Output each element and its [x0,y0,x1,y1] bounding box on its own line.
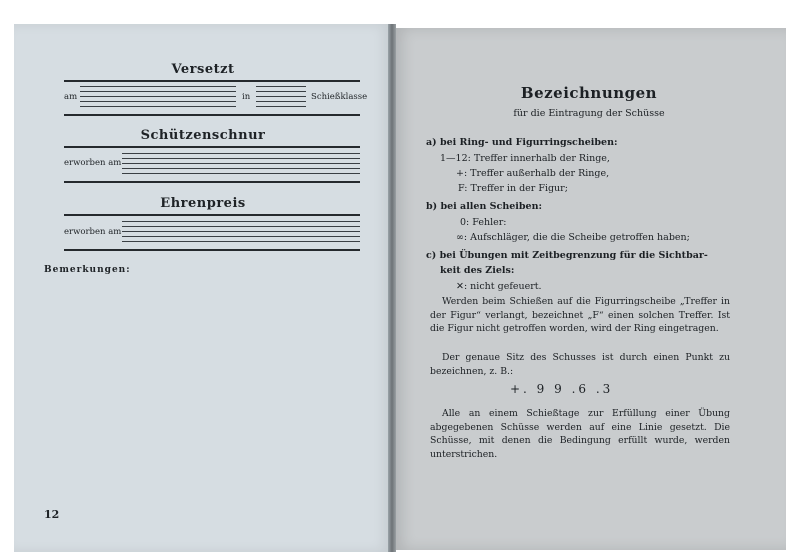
versetzt-in-line-2 [256,91,306,92]
ehrenpreis-line-3 [122,231,360,232]
ehrenpreis-line-2 [122,226,360,227]
right-page-subtitle: für die Eintragung der Schüsse [513,108,665,119]
schuetzenschnur-line-1 [122,153,360,154]
section-c-heading-line-2: keit des Ziels: [440,265,515,276]
left-page [14,24,392,552]
versetzt-am-line-3 [80,96,236,97]
schuetzenschnur-line-5 [122,173,360,174]
versetzt-title: Versetzt [171,62,235,77]
ehrenpreis-bottom-rule [64,249,360,251]
versetzt-am-line-2 [80,91,236,92]
versetzt-in-line-1 [256,86,306,87]
schuetzenschnur-top-rule [64,146,360,148]
versetzt-am-label: am [64,92,78,102]
section-a-line-1: 1—12: Treffer innerhalb der Ringe, [440,153,610,164]
bemerkungen-label: Bemerkungen: [44,265,131,275]
schuetzenschnur-line-4 [122,168,360,169]
versetzt-klasse-label: Schießklasse [311,92,368,102]
ehrenpreis-line-5 [122,241,360,242]
schuetzenschnur-line-3 [122,163,360,164]
versetzt-in-line-3 [256,96,306,97]
ehrenpreis-top-rule [64,214,360,216]
schuetzenschnur-bottom-rule [64,181,360,183]
paragraph-sitz: Der genaue Sitz des Schusses ist durch einen Punkt zu bezeichnen, z. B.: [430,352,730,377]
versetzt-am-line-5 [80,106,236,107]
versetzt-bottom-rule [64,114,360,116]
versetzt-in-label: in [242,92,251,102]
section-c-line-1: ✕: nicht gefeuert. [456,281,542,292]
versetzt-am-line-1 [80,86,236,87]
right-page-title: Bezeichnungen [520,84,658,102]
ehrenpreis-erworben-label: erworben am [64,227,122,237]
page-number: 12 [44,508,60,521]
versetzt-in-line-4 [256,101,306,102]
schuetzenschnur-title: Schützenschnur [140,128,266,143]
section-b-heading: b) bei allen Scheiben: [426,201,542,212]
versetzt-am-line-4 [80,101,236,102]
example-notation: +. 9 9 .6 .3 [510,382,614,396]
versetzt-top-rule [64,80,360,82]
ehrenpreis-title: Ehrenpreis [160,196,246,211]
ehrenpreis-line-4 [122,236,360,237]
versetzt-in-line-5 [256,106,306,107]
section-b-line-2: ∞: Aufschläger, die die Scheibe getroffen haben; [456,232,690,243]
paragraph-treffer: Werden beim Schießen auf die Figurringscheibe „Treffer in der Figur“ verlangt, bezeichnet „F“ einen solchen Treffer. Ist die Figur nicht getroffen worden, wird der Ring eingetragen. [430,296,730,334]
ehrenpreis-line-1 [122,221,360,222]
section-c-heading-line-1: c) bei Übungen mit Zeitbegrenzung für die Sichtbar- [426,250,708,261]
schuetzenschnur-line-2 [122,158,360,159]
section-a-line-2: +: Treffer außerhalb der Ringe, [456,168,610,179]
paragraph-schiesstag: Alle an einem Schießtage zur Erfüllung einer Übung abgegebenen Schüsse werden auf eine Linie gesetzt. Die Schüsse, mit denen die Bedingung erfüllt wurde, werden unterstrichen. [430,408,730,460]
section-b-line-1: 0: Fehler: [460,217,507,228]
section-a-heading: a) bei Ring- und Figurringscheiben: [426,137,618,148]
schuetzenschnur-erworben-label: erworben am [64,158,122,168]
section-a-line-3: F: Treffer in der Figur; [458,183,568,194]
book-gutter [388,24,396,552]
right-page [392,28,786,550]
